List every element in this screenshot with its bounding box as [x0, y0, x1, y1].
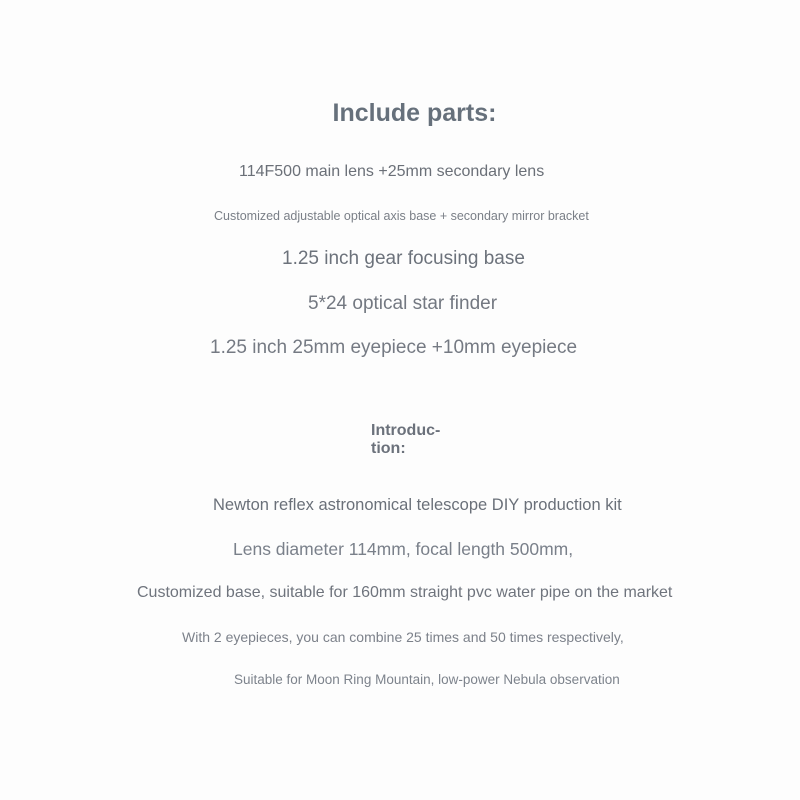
intro-line-base: Customized base, suitable for 160mm straight pvc water pipe on the market	[137, 584, 673, 601]
intro-line-kit: Newton reflex astronomical telescope DIY production kit	[213, 496, 622, 514]
introduction-heading: Introduc- tion:	[371, 422, 441, 457]
part-item-eyepieces: 1.25 inch 25mm eyepiece +10mm eyepiece	[210, 337, 578, 358]
intro-line-lens-diameter: Lens diameter 114mm, focal length 500mm,	[233, 539, 574, 559]
intro-line-eyepieces: With 2 eyepieces, you can combine 25 times and 50 times respectively,	[182, 629, 624, 645]
part-item-star-finder: 5*24 optical star finder	[308, 293, 498, 314]
part-item-focusing-base: 1.25 inch gear focusing base	[282, 248, 525, 269]
part-item-optical-axis-base: Customized adjustable optical axis base + secondary mirror bracket	[214, 209, 589, 223]
include-parts-heading: Include parts:	[332, 99, 497, 127]
intro-line-suitable-for: Suitable for Moon Ring Mountain, low-power Nebula observation	[234, 672, 620, 687]
part-item-main-lens: 114F500 main lens +25mm secondary lens	[239, 163, 545, 180]
